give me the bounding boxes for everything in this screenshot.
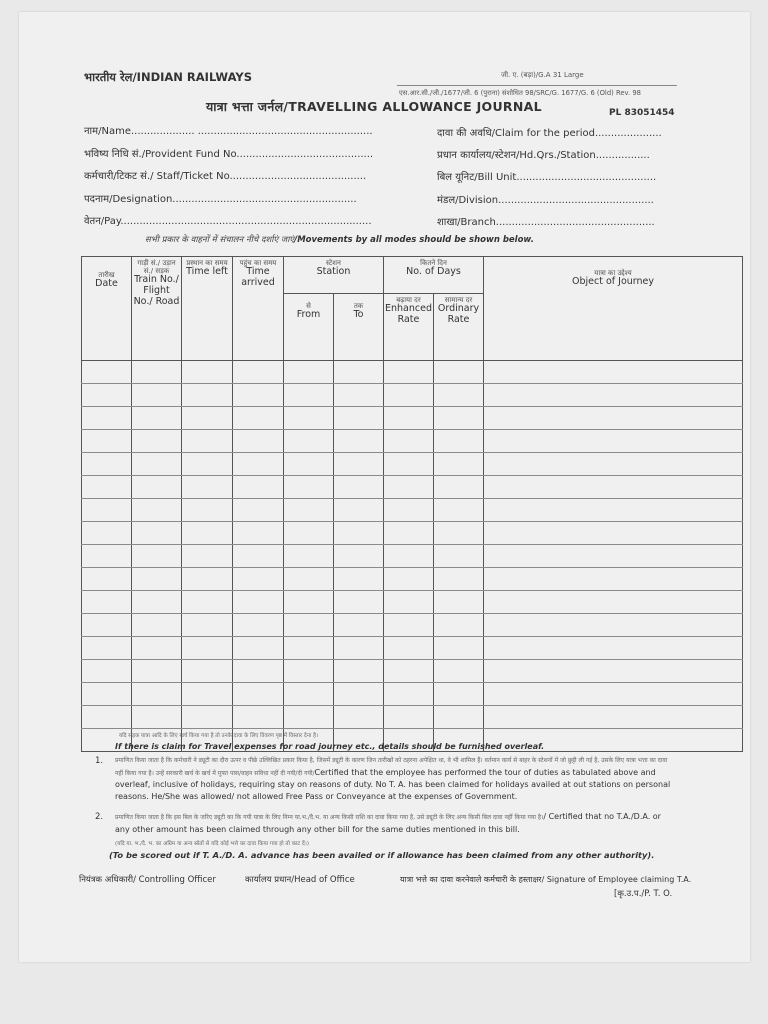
table-cell[interactable] (182, 499, 233, 522)
table-cell[interactable] (384, 568, 434, 591)
header-object-of-journey: यात्रा का उद्देश्य Object of Journey (484, 257, 743, 361)
table-cell[interactable] (233, 568, 284, 591)
table-cell[interactable] (82, 591, 132, 614)
field-staff-ticket[interactable]: कर्मचारी/टिकट सं./ Staff/Ticket No........................................... (84, 171, 367, 182)
table-cell[interactable] (82, 522, 132, 545)
certification-2-note-english: (To be scored out if T. A./D. A. advance has been availed or if allowance has been claimed from any other authority). (109, 850, 655, 860)
field-claim-period[interactable]: दावा की अवधि/Claim for the period..................... (437, 128, 662, 139)
table-cell[interactable] (132, 614, 182, 637)
table-cell[interactable] (334, 361, 384, 384)
table-row (82, 591, 743, 614)
table-cell[interactable] (233, 522, 284, 545)
table-cell[interactable] (484, 591, 743, 614)
table-cell[interactable] (384, 706, 434, 729)
table-cell[interactable] (384, 545, 434, 568)
field-name[interactable]: नाम/Name.................... ....................................................... (84, 126, 373, 137)
table-cell[interactable] (233, 591, 284, 614)
table-cell[interactable] (384, 683, 434, 706)
head-of-office-signature: कार्यालय प्रधान/Head of Office (245, 875, 355, 885)
table-cell[interactable] (484, 499, 743, 522)
table-cell[interactable] (182, 522, 233, 545)
table-cell[interactable] (434, 476, 484, 499)
table-cell[interactable] (434, 499, 484, 522)
form-code: जी. ए. (बड़ा)/G.A 31 Large (501, 71, 584, 79)
table-cell[interactable] (434, 591, 484, 614)
table-cell[interactable] (284, 384, 334, 407)
table-cell[interactable] (182, 591, 233, 614)
table-cell[interactable] (284, 522, 334, 545)
table-cell[interactable] (82, 453, 132, 476)
table-cell[interactable] (82, 384, 132, 407)
table-cell[interactable] (484, 683, 743, 706)
table-row (82, 384, 743, 407)
table-cell[interactable] (484, 568, 743, 591)
table-cell[interactable] (284, 499, 334, 522)
table-cell[interactable] (182, 407, 233, 430)
table-cell[interactable] (182, 706, 233, 729)
field-bill-unit[interactable]: बिल यूनिट/Bill Unit............................................ (437, 172, 657, 183)
table-cell[interactable] (182, 453, 233, 476)
table-cell[interactable] (484, 545, 743, 568)
form-title: यात्रा भत्ता जर्नल/TRAVELLING ALLOWANCE JOURNAL (206, 99, 542, 114)
form-reference: एस.आर.सी./जी./1677/जी. 6 (पुराना) संशोधित 98/SRC/G. 1677/G. 6 (Old) Rev. 98 (399, 89, 642, 97)
table-cell[interactable] (82, 545, 132, 568)
table-cell[interactable] (284, 476, 334, 499)
header-no-of-days: कितने दिन No. of Days (384, 257, 484, 294)
table-cell[interactable] (484, 706, 743, 729)
table-row (82, 614, 743, 637)
table-cell[interactable] (82, 706, 132, 729)
table-cell[interactable] (82, 683, 132, 706)
table-row (82, 407, 743, 430)
table-cell[interactable] (334, 430, 384, 453)
table-cell[interactable] (82, 637, 132, 660)
item-1-number: 1. (95, 756, 104, 766)
table-cell[interactable] (484, 522, 743, 545)
field-provident-fund[interactable]: भविष्य निधि सं./Provident Fund No........................................... (84, 149, 374, 160)
table-cell[interactable] (82, 614, 132, 637)
table-cell[interactable] (334, 706, 384, 729)
table-cell[interactable] (434, 545, 484, 568)
table-cell[interactable] (434, 568, 484, 591)
table-cell[interactable] (384, 361, 434, 384)
table-cell[interactable] (233, 706, 284, 729)
table-cell[interactable] (132, 706, 182, 729)
table-cell[interactable] (284, 637, 334, 660)
table-cell[interactable] (384, 637, 434, 660)
table-cell[interactable] (82, 407, 132, 430)
table-cell[interactable] (384, 660, 434, 683)
table-cell[interactable] (384, 499, 434, 522)
table-cell[interactable] (132, 384, 182, 407)
table-cell[interactable] (82, 660, 132, 683)
item-2-number: 2. (95, 812, 104, 822)
table-cell[interactable] (334, 476, 384, 499)
table-cell[interactable] (82, 430, 132, 453)
table-cell[interactable] (233, 637, 284, 660)
header-time-left: प्रस्थान का समय Time left (182, 257, 233, 361)
field-hq-station[interactable]: प्रधान कार्यालय/स्टेशन/Hd.Qrs./Station................. (437, 150, 650, 161)
table-cell[interactable] (284, 453, 334, 476)
table-cell[interactable] (384, 430, 434, 453)
field-branch[interactable]: शाखा/Branch.................................................. (437, 217, 655, 228)
table-cell[interactable] (484, 430, 743, 453)
table-cell[interactable] (284, 706, 334, 729)
certification-2 (115, 811, 677, 835)
table-cell[interactable] (434, 522, 484, 545)
table-cell[interactable] (132, 361, 182, 384)
table-cell[interactable] (233, 453, 284, 476)
table-cell[interactable] (284, 545, 334, 568)
table-cell[interactable] (334, 568, 384, 591)
table-row (82, 361, 743, 384)
certification-2-english: / Certified that no T.A./D.A. or any other amount has been claimed through any other bill for the same duties mentioned in this bill. (115, 812, 661, 834)
table-cell[interactable] (334, 407, 384, 430)
table-cell[interactable] (233, 476, 284, 499)
movement-note (145, 234, 534, 245)
table-row (82, 476, 743, 499)
table-cell[interactable] (132, 476, 182, 499)
table-cell[interactable] (484, 637, 743, 660)
table-row (82, 453, 743, 476)
header-station: स्टेशन Station (284, 257, 384, 294)
table-cell[interactable] (484, 453, 743, 476)
table-cell[interactable] (334, 683, 384, 706)
table-cell[interactable] (233, 384, 284, 407)
header-enhanced-rate: बढ़ाया दर Enhanced Rate (384, 294, 434, 361)
employee-signature: यात्रा भत्ते का दावा करनेवाले कर्मचारी के हस्ताक्षर/ Signature of Employee claiming T.A. (400, 875, 692, 884)
table-cell[interactable] (384, 591, 434, 614)
table-cell[interactable] (132, 683, 182, 706)
table-cell[interactable] (334, 591, 384, 614)
table-cell[interactable] (182, 476, 233, 499)
header-train-no: गाड़ी सं./ उड़ान सं./ सड़क Train No./ Flight No./ Road (132, 257, 182, 361)
table-cell[interactable] (484, 384, 743, 407)
field-pay[interactable]: वेतन/Pay............................................................................... (84, 216, 372, 227)
table-cell[interactable] (132, 660, 182, 683)
table-cell[interactable] (434, 706, 484, 729)
table-cell[interactable] (233, 407, 284, 430)
table-cell[interactable] (284, 407, 334, 430)
table-cell[interactable] (284, 660, 334, 683)
table-cell[interactable] (484, 660, 743, 683)
certification-2-note-hindi: (यदि या. भ./दै. भ. का अग्रिम या अन्य स्रोतों से यदि कोई भत्ते का दावा किया गया हो तो काट दें।) (115, 841, 310, 847)
table-row (82, 499, 743, 522)
table-cell[interactable] (132, 453, 182, 476)
table-cell[interactable] (334, 545, 384, 568)
certification-1-english: Certified that the employee has performed the tour of duties as tabulated above and overleaf, inclusive of holidays, requiring stay on reasons of duty. No T. A. has been claimed for holidays availed at out stations on personal reasons. He/She was allowed/ not allowed Free Pass or Conveyance at the expenses of Government. (115, 767, 671, 801)
table-cell[interactable] (182, 568, 233, 591)
table-cell[interactable] (384, 453, 434, 476)
table-cell[interactable] (484, 361, 743, 384)
header-station-from: से From (284, 294, 334, 361)
table-cell[interactable] (132, 637, 182, 660)
table-cell[interactable] (233, 361, 284, 384)
table-cell[interactable] (434, 361, 484, 384)
table-cell[interactable] (82, 476, 132, 499)
table-cell[interactable] (132, 407, 182, 430)
table-cell[interactable] (182, 430, 233, 453)
table-cell[interactable] (182, 361, 233, 384)
table-cell[interactable] (434, 453, 484, 476)
table-cell[interactable] (384, 384, 434, 407)
org-name: भारतीय रेल/INDIAN RAILWAYS (84, 70, 252, 84)
certification-2-hindi: प्रमाणित किया जाता है कि इस बिल के जरिए ड्यूटी का कि गयी यात्रा के लिए निम्न या.भ./दै.भ. या अन्य किसी राशि का दावा किया गया है, उसे ड्यूटी के लिए अन्य किसी बिल दावा नहीं किया गया है। (115, 814, 544, 821)
header-date: तारीख Date (82, 257, 132, 361)
field-division[interactable]: मंडल/Division................................................. (437, 195, 654, 206)
certification-1-hindi: प्रमाणित किया जाता है कि कर्मचारी ने ड्यूटी का दौरा ऊपर व पीछे उल्लिखित प्रकार किया है, जिसमें ड्यूटी के कारण जिन तारीखों को ठहरना अपेक्षित था, वे भी शामिल हैं। वर्तमान कार्य से बाहर के स्टेशनों में जो छुट्टी ली गई है, उसके लिए यात्रा भत्ता का दावा नहीं किया गया है। उन्हें सरकारी खर्च के खर्च में मुफ्त पास/वाहन सविधा नहीं दी गयी/दी गयी/ (115, 757, 668, 777)
table-cell[interactable] (284, 361, 334, 384)
table-cell[interactable] (233, 660, 284, 683)
table-cell[interactable] (434, 430, 484, 453)
table-row (82, 545, 743, 568)
header-time-arrived: पहुंच का समय Time arrived (233, 257, 284, 361)
form-serial: PL 83051454 (609, 108, 675, 118)
table-cell[interactable] (132, 499, 182, 522)
table-cell[interactable] (434, 660, 484, 683)
table-cell[interactable] (132, 430, 182, 453)
table-cell[interactable] (334, 499, 384, 522)
table-cell[interactable] (384, 407, 434, 430)
table-cell[interactable] (284, 683, 334, 706)
table-cell[interactable] (434, 637, 484, 660)
table-cell[interactable] (132, 522, 182, 545)
table-cell[interactable] (182, 384, 233, 407)
header-station-to: तक To (334, 294, 384, 361)
table-cell[interactable] (182, 545, 233, 568)
journey-table-body (82, 361, 743, 752)
table-cell[interactable] (182, 660, 233, 683)
table-cell[interactable] (132, 545, 182, 568)
table-cell[interactable] (484, 476, 743, 499)
table-row (82, 568, 743, 591)
pto-note: [कृ.उ.प./P. T. O. (614, 889, 673, 899)
header-divider (397, 85, 677, 86)
table-cell[interactable] (484, 614, 743, 637)
table-cell[interactable] (384, 614, 434, 637)
table-cell[interactable] (334, 384, 384, 407)
table-cell[interactable] (434, 683, 484, 706)
table-cell[interactable] (132, 568, 182, 591)
table-cell[interactable] (182, 614, 233, 637)
table-cell[interactable] (233, 545, 284, 568)
table-cell[interactable] (334, 614, 384, 637)
table-cell[interactable] (233, 683, 284, 706)
movement-note-english: /Movements by all modes should be shown below. (294, 235, 534, 245)
header-ordinary-rate: सामान्य दर Ordinary Rate (434, 294, 484, 361)
table-cell[interactable] (82, 499, 132, 522)
table-cell[interactable] (334, 453, 384, 476)
table-cell[interactable] (484, 407, 743, 430)
table-cell[interactable] (434, 614, 484, 637)
movement-note-hindi: सभी प्रकार के वाहनों में संचालन नीचे दर्शाएं जाएं (145, 235, 295, 245)
table-cell[interactable] (132, 591, 182, 614)
table-cell[interactable] (384, 522, 434, 545)
road-note-hindi: यदि सड़क यात्रा आदि के लिए खर्च किया गया है तो उनके दावा के लिए विवरण पृष्ठ में विस्तार देना है। (119, 733, 319, 739)
table-cell[interactable] (284, 568, 334, 591)
table-cell[interactable] (284, 614, 334, 637)
table-cell[interactable] (82, 361, 132, 384)
table-cell[interactable] (284, 591, 334, 614)
certification-1 (115, 754, 677, 802)
controlling-officer-signature: नियंत्रक अधिकारी/ Controlling Officer (79, 875, 216, 885)
road-note-english: If there is claim for Travel expenses for road journey etc., details should be furnished overleaf. (115, 742, 545, 751)
field-designation[interactable]: पदनाम/Designation.......................................................... (84, 194, 357, 205)
table-cell[interactable] (182, 637, 233, 660)
table-cell[interactable] (233, 430, 284, 453)
table-row (82, 683, 743, 706)
table-cell[interactable] (233, 614, 284, 637)
table-cell[interactable] (284, 430, 334, 453)
table-cell[interactable] (233, 499, 284, 522)
table-cell[interactable] (82, 568, 132, 591)
table-row (82, 706, 743, 729)
table-row (82, 522, 743, 545)
table-cell[interactable] (334, 522, 384, 545)
form-sheet (19, 12, 750, 962)
journey-table (81, 256, 743, 752)
table-cell[interactable] (334, 660, 384, 683)
table-cell[interactable] (434, 384, 484, 407)
table-cell[interactable] (384, 476, 434, 499)
table-cell[interactable] (334, 637, 384, 660)
table-row (82, 430, 743, 453)
table-row (82, 637, 743, 660)
table-cell[interactable] (182, 683, 233, 706)
table-cell[interactable] (434, 407, 484, 430)
table-row (82, 660, 743, 683)
